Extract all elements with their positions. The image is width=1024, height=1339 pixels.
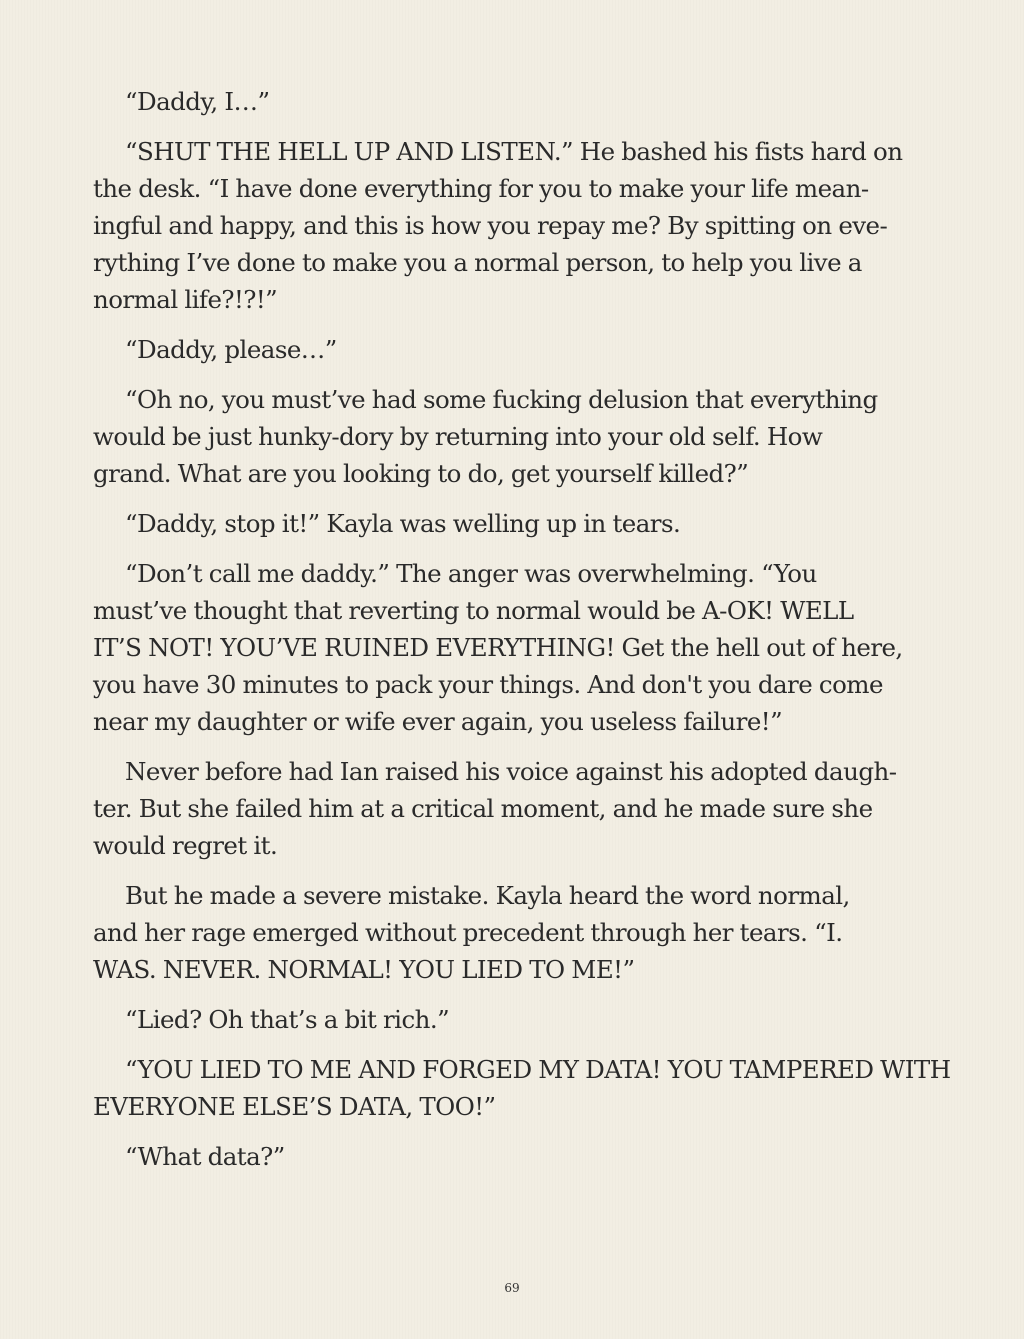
paragraph: [93, 1138, 927, 1175]
paragraph: [93, 1001, 927, 1038]
text-line: and her rage emerged without precedent through her tears. “I.: [93, 918, 843, 947]
paragraph: [93, 555, 927, 740]
text-line: WAS. NEVER. NORMAL! YOU LIED TO ME!”: [93, 955, 635, 984]
paragraph: [93, 753, 927, 864]
text-line: ter. But she failed him at a critical moment, and he made sure she: [93, 794, 873, 823]
page-number: 69: [504, 1281, 520, 1295]
text-line: the desk. “I have done everything for you to make your life mean-: [93, 174, 869, 203]
text-line: “SHUT THE HELL UP AND LISTEN.” He bashed his fists hard on: [125, 137, 903, 166]
text-line: “Daddy, I…”: [125, 87, 270, 116]
text-line: you have 30 minutes to pack your things. And don't you dare come: [93, 670, 883, 699]
paragraph: [93, 381, 927, 492]
text-line: rything I’ve done to make you a normal person, to help you live a: [93, 248, 862, 277]
paragraph: [93, 331, 927, 368]
text-line: near my daughter or wife ever again, you useless failure!”: [93, 707, 783, 736]
body-text: [93, 83, 951, 1188]
paragraph: [93, 877, 927, 988]
text-line: EVERYONE ELSE’S DATA, TOO!”: [93, 1092, 496, 1121]
text-line: “What data?”: [125, 1142, 285, 1171]
text-line: “YOU LIED TO ME AND FORGED MY DATA! YOU TAMPERED WITH: [125, 1055, 951, 1084]
text-line: “Oh no, you must’ve had some fucking delusion that everything: [125, 385, 878, 414]
text-line: normal life?!?!”: [93, 285, 278, 314]
text-line: IT’S NOT! YOU’VE RUINED EVERYTHING! Get the hell out of here,: [93, 633, 903, 662]
text-line: “Daddy, stop it!” Kayla was welling up in tears.: [125, 509, 681, 538]
text-line: But he made a severe mistake. Kayla heard the word normal,: [125, 881, 850, 910]
text-line: grand. What are you looking to do, get yourself killed?”: [93, 459, 749, 488]
paragraph: [93, 133, 927, 318]
paragraph: [93, 83, 927, 120]
text-line: must’ve thought that reverting to normal would be A-OK! WELL: [93, 596, 854, 625]
text-line: “Daddy, please…”: [125, 335, 337, 364]
text-line: ingful and happy, and this is how you repay me? By spitting on eve-: [93, 211, 888, 240]
text-line: would be just hunky-dory by returning into your old self. How: [93, 422, 823, 451]
text-line: would regret it.: [93, 831, 278, 860]
text-line: Never before had Ian raised his voice against his adopted daugh-: [125, 757, 897, 786]
paragraph: [93, 505, 927, 542]
paragraph: [93, 1051, 951, 1125]
text-line: “Lied? Oh that’s a bit rich.”: [125, 1005, 450, 1034]
text-line: “Don’t call me daddy.” The anger was overwhelming. “You: [125, 559, 817, 588]
